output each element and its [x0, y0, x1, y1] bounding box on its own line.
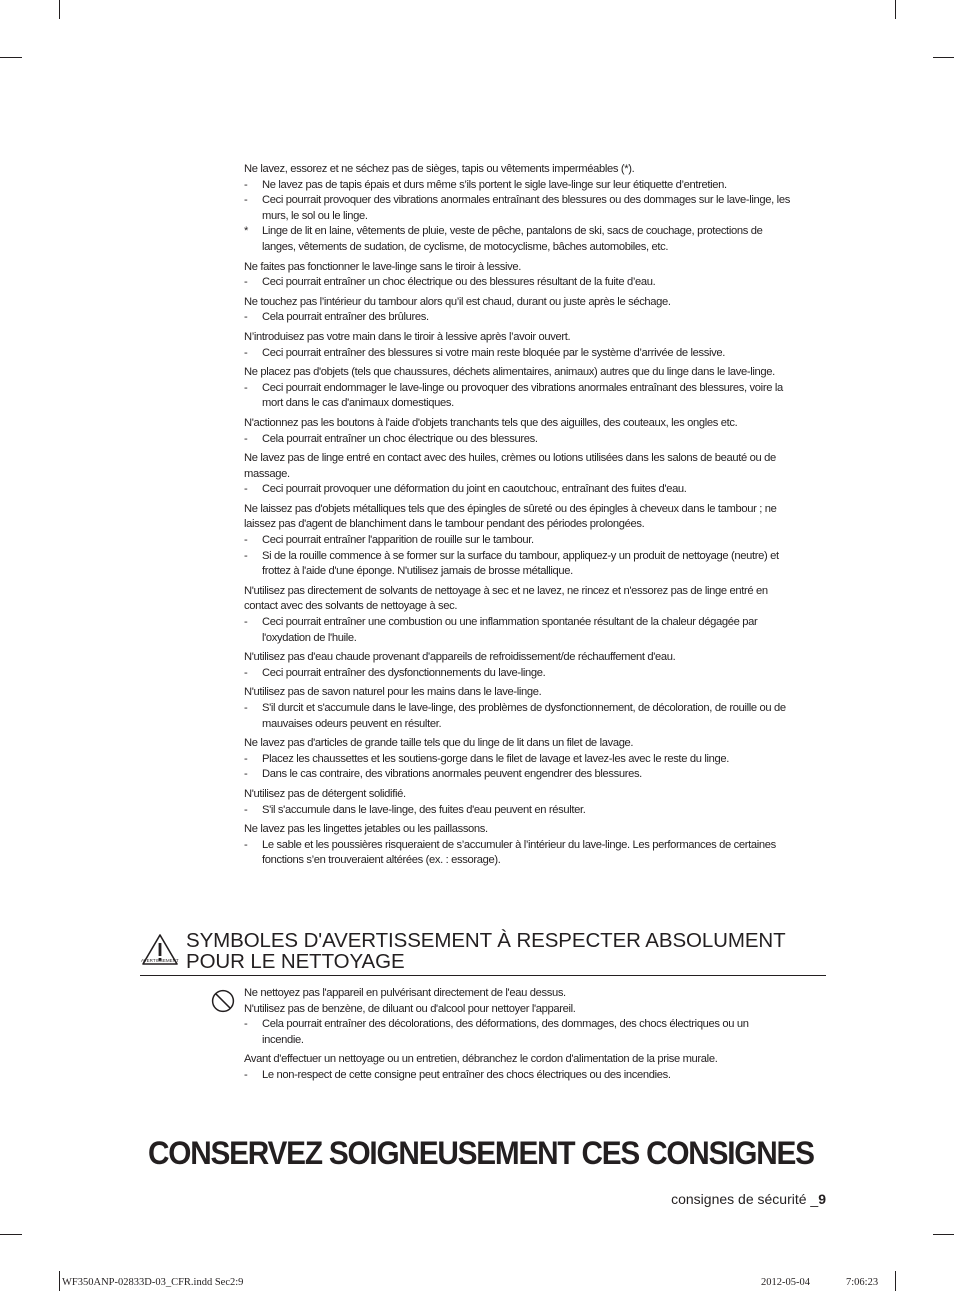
instruction-text: massage. — [244, 467, 290, 480]
section-divider — [140, 975, 826, 976]
list-marker: - — [244, 666, 248, 679]
instruction-text: Ne lavez pas d'articles de grande taille tels que du linge de lit dans un filet de lavage. — [244, 737, 634, 750]
list-item — [244, 803, 822, 819]
section-title — [186, 930, 786, 972]
list-item — [244, 767, 822, 783]
list-item-text: Ceci pourrait endommager le lave-linge ou provoquer des vibrations anormales entraînant des blessures, voire la — [262, 381, 783, 394]
list-marker: * — [244, 225, 249, 238]
warning-label: AVERTISSEMENT — [141, 958, 179, 963]
list-item-text: S'il s'accumule dans le lave-linge, des fuites d'eau peuvent en résulter. — [262, 803, 586, 816]
list-item-text: Ceci pourrait entraîner un choc électrique ou des blessures résultant de la fuite d’eau. — [262, 276, 656, 289]
cleaning-instructions — [244, 986, 822, 1084]
list-item-text: l'oxydation de l'huile. — [262, 631, 357, 644]
list-item-text: Ceci pourrait entraîner l'apparition de rouille sur le tambour. — [262, 534, 534, 547]
instruction-paragraph — [244, 650, 822, 681]
list-marker: - — [244, 194, 248, 207]
list-item-text: Ceci pourrait entraîner des blessures si votre main reste bloquée par le système d’arrivée de lessive. — [262, 346, 726, 359]
crop-mark — [59, 0, 60, 19]
list-item-text: Cela pourrait entraîner des brûlures. — [262, 311, 429, 324]
instruction-text: N'utilisez pas de savon naturel pour les mains dans le lave-linge. — [244, 686, 542, 699]
instruction-text: Ne lavez pas les lingettes jetables ou les paillassons. — [244, 823, 488, 836]
list-item — [244, 482, 822, 498]
crop-mark — [0, 57, 22, 58]
list-marker: - — [244, 178, 248, 191]
list-item-text: frottez à l'aide d'une éponge. N'utilisez jamais de brosse métallique. — [262, 565, 573, 578]
instruction-paragraph — [244, 822, 822, 869]
list-marker: - — [244, 346, 248, 359]
list-item-text: Ceci pourrait entraîner une combustion ou une inflammation spontanée résultant de la chaleur dégagée par — [262, 616, 758, 629]
instruction-text: N'utilisez pas de détergent solidifié. — [244, 787, 406, 800]
list-item — [244, 310, 822, 326]
list-marker: - — [244, 616, 248, 629]
list-item-text: Linge de lit en laine, vêtements de pluie, veste de pêche, pantalons de ski, sacs de couchage, protections de — [262, 225, 763, 238]
instruction-paragraph — [244, 787, 822, 818]
list-marker: - — [244, 768, 248, 781]
safety-instructions — [244, 162, 822, 869]
instruction-text: N'actionnez pas les boutons à l'aide d'objets tranchants tels que des aiguilles, des couteaux, les ongles etc. — [244, 416, 738, 429]
list-marker: - — [244, 803, 248, 816]
list-item — [244, 666, 822, 682]
instruction-text: Ne lavez pas de linge entré en contact avec des huiles, crèmes ou lotions utilisées dans les salons de beauté ou de — [244, 452, 776, 465]
list-item — [244, 701, 822, 732]
list-marker: - — [244, 1068, 248, 1081]
page-label — [671, 1191, 826, 1207]
instruction-paragraph — [244, 584, 822, 646]
instruction-paragraph — [244, 162, 822, 256]
list-marker: - — [244, 534, 248, 547]
instruction-paragraph — [244, 685, 822, 732]
list-item-text: Si de la rouille commence à se former sur la surface du tambour, appliquez-y un produit de nettoyage (neutre) et — [262, 549, 779, 562]
list-item — [244, 193, 822, 224]
list-marker: - — [244, 483, 248, 496]
list-item-text: Cela pourrait entraîner un choc électrique ou des blessures. — [262, 432, 538, 445]
list-marker: - — [244, 276, 248, 289]
list-marker: - — [244, 381, 248, 394]
list-item-text: fonctions s’en trouveraient altérées (ex. : essorage). — [262, 854, 501, 867]
instruction-text: Avant d'effectuer un nettoyage ou un entretien, débranchez le cordon d'alimentation de la prise murale. — [244, 1053, 718, 1066]
list-item — [244, 1068, 822, 1084]
list-item — [244, 549, 822, 580]
crop-mark — [59, 1271, 60, 1291]
instruction-paragraph — [244, 295, 822, 326]
crop-mark — [895, 0, 896, 19]
instruction-paragraph — [244, 1052, 822, 1083]
list-item-text: Ceci pourrait provoquer une déformation du joint en caoutchouc, entraînant des fuites d'eau. — [262, 483, 687, 496]
list-item-text: mauvaises odeurs peuvent en résulter. — [262, 717, 442, 730]
list-item — [244, 533, 822, 549]
instruction-paragraph — [244, 365, 822, 412]
instruction-paragraph — [244, 736, 822, 783]
instruction-paragraph — [244, 986, 822, 1048]
instruction-text: N'utilisez pas d'eau chaude provenant d'appareils de refroidissement/de réchauffement d'eau. — [244, 651, 676, 664]
instruction-text: N’introduisez pas votre main dans le tiroir à lessive après l’avoir ouvert. — [244, 330, 571, 343]
list-marker: - — [244, 311, 248, 324]
list-item-text: Dans le cas contraire, des vibrations anormales peuvent engendrer des blessures. — [262, 768, 642, 781]
slug-file: WF350ANP-02833D-03_CFR.indd Sec2:9 — [62, 1277, 244, 1288]
section-name: consignes de sécurité _ — [671, 1191, 819, 1207]
crop-mark — [933, 1234, 954, 1235]
list-item — [244, 432, 822, 448]
list-item-text: murs, le sol ou le linge. — [262, 209, 368, 222]
instruction-paragraph — [244, 330, 822, 361]
list-item-text: Ne lavez pas de tapis épais et durs même s’ils portent le sigle lave-linge sur leur étiquette d’entretien. — [262, 178, 727, 191]
instruction-text: Ne lavez, essorez et ne séchez pas de sièges, tapis ou vêtements imperméables (*). — [244, 163, 635, 175]
list-item — [244, 178, 822, 194]
instruction-text: Ne touchez pas l’intérieur du tambour alors qu’il est chaud, durant ou juste après le séchage. — [244, 295, 671, 308]
list-item-text: Ceci pourrait entraîner des dysfonctionnements du lave-linge. — [262, 666, 546, 679]
list-item-text: mort dans le cas d'animaux domestiques. — [262, 397, 454, 410]
prohibited-icon — [211, 989, 235, 1013]
instruction-paragraph — [244, 451, 822, 498]
list-item — [244, 838, 822, 869]
list-item-text: langes, vêtements de sudation, de cyclisme, de motocyclisme, bâches automobiles, etc. — [262, 240, 669, 253]
crop-mark — [0, 1234, 22, 1235]
crop-mark — [895, 1271, 896, 1291]
closing-title: CONSERVEZ SOIGNEUSEMENT CES CONSIGNES — [148, 1135, 814, 1171]
instruction-text: Ne placez pas d'objets (tels que chaussures, déchets alimentaires, animaux) autres que du linge dans le lave-linge. — [244, 366, 775, 379]
instruction-text: laissez pas d'agent de blanchiment dans le tambour pendant des périodes prolongées. — [244, 518, 645, 531]
list-item — [244, 224, 822, 255]
instruction-text: Ne nettoyez pas l'appareil en pulvérisant directement de l'eau dessus. — [244, 987, 566, 999]
page-number: 9 — [818, 1191, 826, 1207]
crop-mark — [933, 57, 954, 58]
instruction-paragraph — [244, 502, 822, 580]
list-item-text: Le non-respect de cette consigne peut entraîner des chocs électriques ou des incendies. — [262, 1068, 671, 1081]
list-item-text: Placez les chaussettes et les soutiens-gorge dans le filet de lavage et lavez-les avec le reste du linge. — [262, 752, 729, 765]
instruction-paragraph — [244, 260, 822, 291]
list-item-text: Le sable et les poussières risqueraient de s’accumuler à l’intérieur du lave-linge. Les performances de certaines — [262, 838, 776, 851]
list-marker: - — [244, 432, 248, 445]
instruction-text: contact avec des solvants de nettoyage à sec. — [244, 600, 458, 613]
list-item — [244, 381, 822, 412]
list-marker: - — [244, 1018, 248, 1031]
list-marker: - — [244, 752, 248, 765]
list-marker: - — [244, 549, 248, 562]
list-item — [244, 275, 822, 291]
list-item-text: S'il durcit et s'accumule dans le lave-linge, des problèmes de dysfonctionnement, de décoloration, de rouille ou de — [262, 702, 786, 714]
list-item — [244, 346, 822, 362]
section-title-line: SYMBOLES D'AVERTISSEMENT À RESPECTER ABSOLUMENT — [186, 929, 786, 952]
slug-date: 2012-05-04 — [761, 1277, 810, 1288]
slug-time: 7:06:23 — [846, 1277, 879, 1288]
instruction-text: N'utilisez pas de benzène, de diluant ou d'alcool pour nettoyer l'appareil. — [244, 1002, 576, 1015]
list-item-text: Ceci pourrait provoquer des vibrations anormales entraînant des blessures ou des dommages sur le lave-linge, les — [262, 194, 790, 207]
instruction-text: Ne laissez pas d'objets métalliques tels que des épingles de sûreté ou des épingles à cheveux dans le tambour ; ne — [244, 502, 777, 515]
list-marker: - — [244, 838, 248, 851]
section-title-line: POUR LE NETTOYAGE — [186, 950, 405, 973]
list-item — [244, 752, 822, 768]
list-marker: - — [244, 702, 248, 714]
list-item — [244, 1017, 822, 1048]
instruction-text: N'utilisez pas directement de solvants de nettoyage à sec et ne lavez, ne rincez et n'essorez pas de linge entré en — [244, 584, 768, 597]
list-item-text: Cela pourrait entraîner des décolorations, des déformations, des dommages, des chocs électriques ou un — [262, 1018, 749, 1031]
list-item — [244, 615, 822, 646]
instruction-text: Ne faites pas fonctionner le lave-linge sans le tiroir à lessive. — [244, 260, 521, 273]
instruction-paragraph — [244, 416, 822, 447]
list-item-text: incendie. — [262, 1033, 304, 1046]
